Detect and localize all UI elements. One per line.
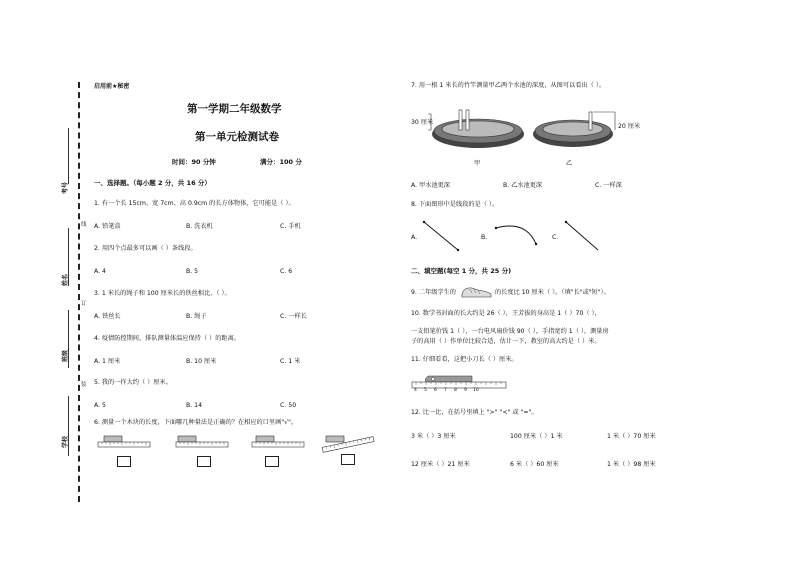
compare-item: 3 米（ ）3 厘米 (411, 433, 456, 440)
q8-option-a: A. (411, 234, 418, 241)
ruler-number: 7 (444, 388, 447, 393)
q6-checkbox-c[interactable] (265, 456, 279, 467)
q8-figure-c-ray (566, 222, 606, 254)
ruler-number: 8 (454, 388, 457, 393)
q2-option-b: B. 5 (186, 268, 199, 275)
q3-text: 3. 1 米长的绳子和 100 厘米长的铁丝相比，（ ）。 (94, 290, 231, 297)
pool-b-name: 乙 (566, 160, 573, 167)
compare-item: 100 厘米（ ）1 米 (510, 433, 563, 440)
q4-option-a: A. 1 厘米 (94, 358, 121, 365)
q2-option-c: C. 6 (280, 268, 293, 275)
q8-option-b: B. (481, 234, 488, 241)
section1-heading: 一、选择题。（每小题 2 分，共 16 分） (94, 179, 211, 187)
compare-item: 1 米（ ）98 厘米 (607, 461, 656, 468)
q5-text: 5. 我的一拃大约（ ）厘米。 (94, 379, 172, 386)
exam-time: 时间：90 分钟 (172, 158, 216, 166)
q5-option-b: B. 14 (186, 402, 203, 409)
binding-mark-ding: 订 (81, 301, 87, 307)
q10-line1: 10. 数学书封面的长大约是 26（ ），王芳拔的身高是 1（ ）70（ ）， (411, 310, 601, 317)
q1-option-b: B. 洗衣机 (186, 223, 213, 230)
q6-figure-b (176, 436, 236, 456)
q10-line2: 一支铅笔价钱 1（ ），一台电风扇价钱 90（ ），手指宽约 1（ ），测量房 (411, 328, 609, 335)
q6-text: 6. 测量一个木块的长度，下面哪几种量法是正确的？在相应的口里画"√"。 (94, 419, 298, 426)
class-label: 班级 (62, 349, 69, 362)
q1-option-c: C. 手机 (280, 223, 301, 230)
shoe-icon (460, 284, 494, 300)
school-label: 学校 (62, 435, 69, 448)
q4-text: 4. 疫情防控期间，排队测量体温应保持（ ）的距离。 (94, 335, 240, 342)
q6-checkbox-d[interactable] (341, 454, 355, 465)
q4-option-c: C. 1 米 (280, 358, 301, 365)
ruler-number: 5 (424, 388, 427, 393)
page-title: 第一学期二年级数学 (187, 103, 282, 115)
pool-b-depth-label: 20 厘米 (618, 123, 641, 130)
q8-figure-a-segment (424, 222, 464, 254)
ruler-number: 4 (414, 388, 417, 393)
q3-option-b: B. 绳子 (186, 313, 207, 320)
exam-no-underline (68, 128, 69, 184)
q6-figure-d (322, 430, 382, 454)
q9-text-end: 的长度比 10 厘米（ ）。（填"长"或"短"）。 (495, 289, 610, 296)
q7-option-b: B. 乙水池更深 (503, 182, 543, 189)
binding-mark-zhuang: 装 (81, 382, 87, 388)
q11-text: 11. 仔细看看，这把小刀长（ ）厘米。 (411, 356, 518, 363)
ruler-number: 10 (473, 388, 479, 393)
binding-dashed-line (78, 82, 80, 502)
q7-text: 7. 用一根 1 米长的竹竿测量甲乙两个水池的深度，从图可以看出（ ）。 (411, 82, 606, 89)
q6-figure-c (252, 436, 312, 456)
compare-item: 6 米（ ）60 厘米 (510, 461, 559, 468)
q1-text: 1. 有一个长 15cm、宽 7cm、高 0.9cm 的长方体物体，它可能是（ ）。 (94, 200, 295, 207)
q1-option-a: A. 铅笔盒 (94, 223, 121, 230)
q6-figure-a (98, 436, 158, 456)
ruler-number: 9 (464, 388, 467, 393)
q5-option-c: C. 50 (280, 402, 297, 409)
q7-option-a: A. 甲水池更深 (411, 182, 450, 189)
q12-text: 12. 比一比，在括号里填上 ">" "<" 或 "="。 (411, 409, 538, 416)
q7-option-c: C. 一样深 (595, 182, 622, 189)
q4-option-b: B. 10 厘米 (186, 358, 217, 365)
compare-item: 12 厘米（ ）21 厘米 (411, 461, 470, 468)
q8-option-c: C. (552, 234, 559, 241)
page-subtitle: 第一单元检测试卷 (195, 131, 279, 143)
binding-mark-line: 线 (81, 222, 87, 228)
q3-option-a: A. 铁丝长 (94, 313, 121, 320)
q2-text: 2. 用四个点最多可以画（ ）条线段。 (94, 245, 197, 252)
ruler-number: 6 (434, 388, 437, 393)
name-label: 姓名 (62, 273, 69, 286)
q8-figure-b-curve (496, 224, 546, 252)
q5-option-a: A. 5 (94, 402, 106, 409)
q10-line3: 子的高用（ ）作单位比较合适，估计一下，教室的高大约是（ ）米。 (411, 338, 601, 345)
q8-text: 8. 下面图形中是线段的是（ ）。 (411, 201, 499, 208)
pool-a-name: 甲 (474, 160, 481, 167)
q2-option-a: A. 4 (94, 268, 106, 275)
pool-b-figure (533, 108, 633, 154)
compare-item: 1 米（ ）70 厘米 (607, 433, 656, 440)
q6-checkbox-b[interactable] (197, 456, 211, 467)
pool-a-figure (430, 104, 530, 154)
q3-option-c: C. 一样长 (280, 313, 307, 320)
q9-text-start: 9. 二年级学生的 (411, 289, 456, 296)
pool-a-depth-label: 30 厘米 (411, 119, 434, 126)
q6-checkbox-a[interactable] (117, 456, 131, 467)
exam-score: 满分：100 分 (260, 158, 302, 166)
section2-heading: 二、填空题(每空 1 分，共 25 分) (411, 267, 512, 275)
confidential-label: 启用前★秘密 (94, 83, 130, 90)
exam-no-label: 考号 (62, 181, 69, 194)
